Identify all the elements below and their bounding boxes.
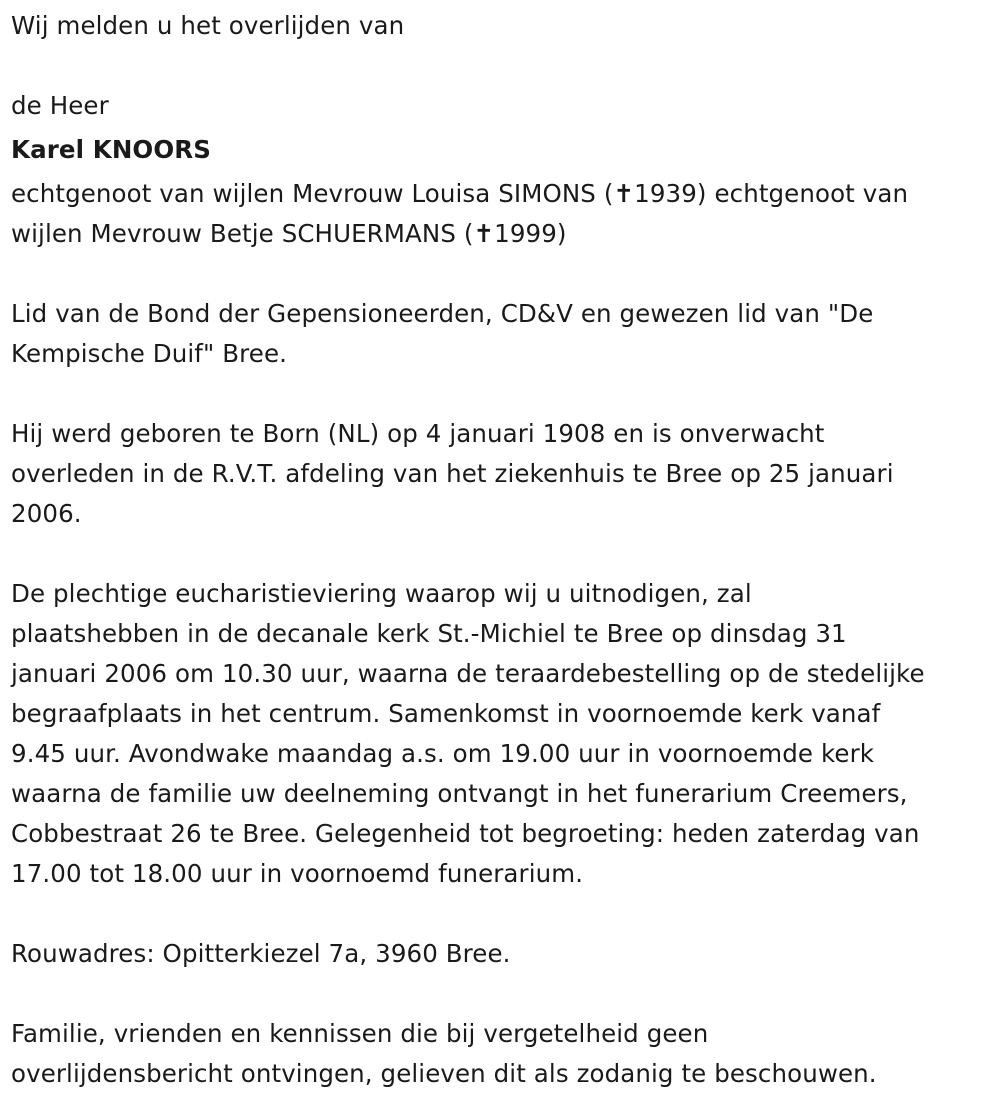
birth-death-line: Hij werd geboren te Born (NL) op 4 januari 1908 en is onverwacht [11, 419, 825, 448]
honorific: de Heer [11, 91, 109, 120]
birth-death-line: overleden in de R.V.T. afdeling van het ziekenhuis te Bree op 25 januari [11, 459, 894, 488]
mourning-address: Rouwadres: Opitterkiezel 7a, 3960 Bree. [11, 939, 511, 968]
closing-line: overlijdensbericht ontvingen, gelieven dit als zodanig te beschouwen. [11, 1059, 877, 1088]
cross-icon: ✝ [613, 179, 635, 208]
ceremony-line: januari 2006 om 10.30 uur, waarna de teraardebestelling op de stedelijke [11, 659, 925, 688]
intro-text: Wij melden u het overlijden van [11, 11, 405, 40]
spacer [11, 374, 993, 414]
deceased-name: Karel KNOORS [11, 135, 211, 164]
birth-death-line: 2006. [11, 499, 82, 528]
ceremony-line: Cobbestraat 26 te Bree. Gelegenheid tot begroeting: heden zaterdag van [11, 819, 920, 848]
spouse-line-1 [11, 174, 993, 214]
ceremony-line: begraafplaats in het centrum. Samenkomst in voornoemde kerk vanaf [11, 699, 881, 728]
spacer [11, 894, 993, 934]
spouse-line-2 [11, 214, 993, 254]
spacer [11, 974, 993, 1014]
ceremony-line: 17.00 tot 18.00 uur in voornoemd funerarium. [11, 859, 584, 888]
ceremony-line: plaatshebben in de decanale kerk St.-Michiel te Bree op dinsdag 31 [11, 619, 847, 648]
ceremony-line: waarna de familie uw deelneming ontvangt in het funerarium Creemers, [11, 779, 908, 808]
spouse-line-1b: 1939) echtgenoot van [634, 179, 909, 208]
ceremony-line: De plechtige eucharistieviering waarop wij u uitnodigen, zal [11, 579, 752, 608]
ceremony-line: 9.45 uur. Avondwake maandag a.s. om 19.00 uur in voornoemde kerk [11, 739, 875, 768]
membership-line: Kempische Duif" Bree. [11, 339, 288, 368]
spouse-line-1a: echtgenoot van wijlen Mevrouw Louisa SIMONS ( [11, 179, 614, 208]
spacer [11, 254, 993, 294]
obituary-document [11, 6, 993, 1094]
cross-icon: ✝ [473, 219, 495, 248]
spacer [11, 46, 993, 86]
spouse-line-2a: wijlen Mevrouw Betje SCHUERMANS ( [11, 219, 474, 248]
spouse-line-2b: 1999) [494, 219, 567, 248]
membership-line: Lid van de Bond der Gepensioneerden, CD&V en gewezen lid van "De [11, 299, 874, 328]
spacer [11, 534, 993, 574]
closing-line: Familie, vrienden en kennissen die bij vergetelheid geen [11, 1019, 709, 1048]
